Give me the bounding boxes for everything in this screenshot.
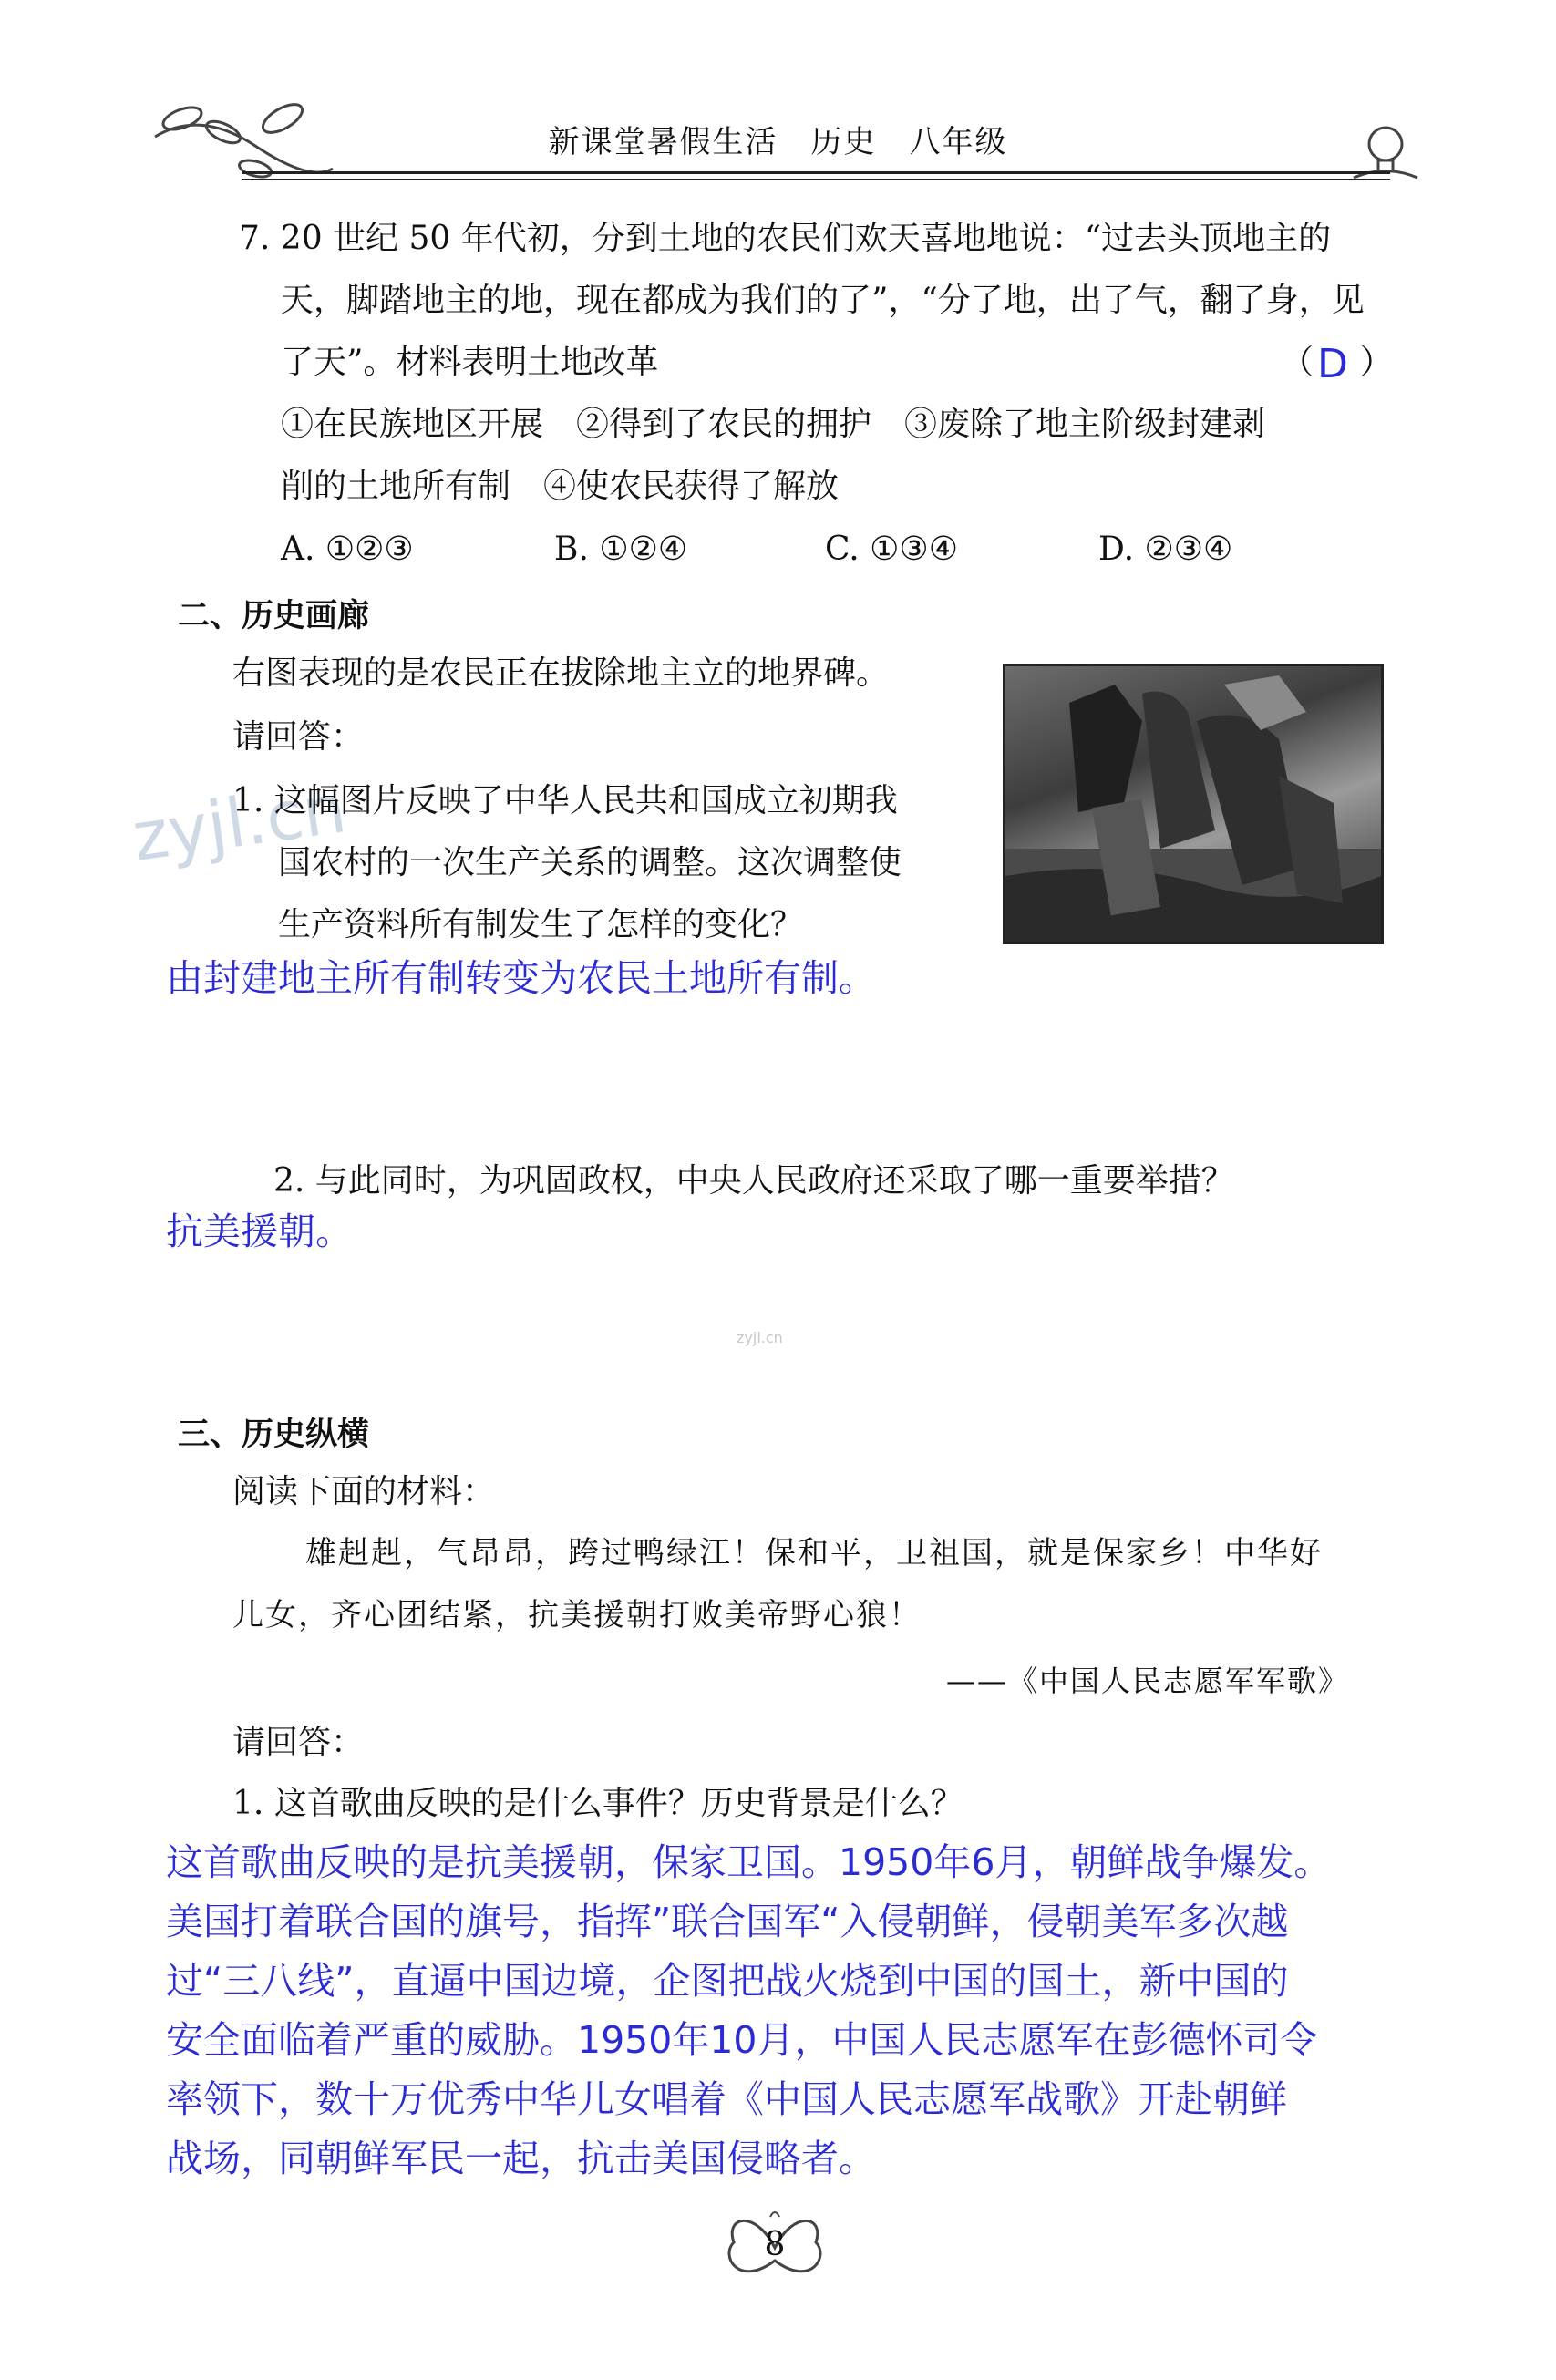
section-3-answer-line-3: 过“三八线”，直逼中国边境，企图把战火烧到中国的国土，新中国的 <box>166 1959 1289 2003</box>
q7-option-c: C. ①③④ <box>825 531 958 568</box>
section-3-title: 三、历史纵横 <box>178 1417 370 1453</box>
q7-line-5: 削的土地所有制 ④使农民获得了解放 <box>281 468 840 505</box>
section-3-q1: 1. 这首歌曲反映的是什么事件？历史背景是什么？ <box>232 1785 963 1822</box>
q7-line-2: 天，脚踏地主的地，现在都成为我们的了”，“分了地，出了气，翻了身，见 <box>281 282 1365 319</box>
header-rule <box>242 171 1390 174</box>
section-3-answer-line-6: 战场，同朝鲜军民一起，抗击美国侵略者。 <box>166 2137 876 2180</box>
watermark: zyjl.cn <box>128 769 351 877</box>
section-3-answer-line-1: 这首歌曲反映的是抗美援朝，保家卫国。1950年6月，朝鲜战争爆发。 <box>166 1840 1332 1884</box>
section-3-prompt: 请回答： <box>232 1724 365 1761</box>
poem-line-1: 雄赳赳，气昂昂，跨过鸭绿江！保和平，卫祖国，就是保家乡！中华好 <box>305 1535 1323 1571</box>
poem-line-2: 儿女，齐心团结紧，抗美援朝打败美帝野心狼！ <box>232 1597 922 1633</box>
section-2-prompt: 请回答： <box>232 718 365 756</box>
q7-answer-open: （ <box>1281 344 1314 381</box>
section-3-intro: 阅读下面的材料： <box>232 1473 496 1510</box>
poem-source: ——《中国人民志愿军军歌》 <box>946 1664 1350 1698</box>
section-2-q2: 2. 与此同时，为巩固政权，中央人民政府还采取了哪一重要举措？ <box>273 1162 1234 1200</box>
section-3-answer-line-2: 美国打着联合国的旗号，指挥”联合国军“入侵朝鲜，侵朝美军多次越 <box>166 1900 1289 1943</box>
section-2-title: 二、历史画廊 <box>178 598 370 634</box>
q7-answer: D <box>1317 341 1348 387</box>
page-number: 8 <box>764 2226 786 2263</box>
section-2-answer-2: 抗美援朝。 <box>166 1210 353 1253</box>
section-3-answer-line-4: 安全面临着严重的威胁。1950年10月，中国人民志愿军在彭德怀司令 <box>166 2018 1318 2062</box>
section-2-q1-line-3: 生产资料所有制发生了怎样的变化？ <box>278 906 804 943</box>
section-3-answer-line-5: 率领下，数十万优秀中华儿女唱着《中国人民志愿军战歌》开赴朝鲜 <box>166 2077 1287 2121</box>
header-rule-thin <box>242 179 1390 180</box>
q7-option-d: D. ②③④ <box>1098 531 1233 568</box>
q7-option-a: A. ①②③ <box>281 531 414 568</box>
land-reform-photo <box>1003 664 1384 944</box>
q7-line-3: 了天”。材料表明土地改革 <box>281 344 659 381</box>
section-2-q1-line-1: 1. 这幅图片反映了中华人民共和国成立初期我 <box>232 782 898 819</box>
section-2-answer-1: 由封建地主所有制转变为农民土地所有制。 <box>166 956 876 1000</box>
q7-line-1: 7. 20 世纪 50 年代初，分到土地的农民们欢天喜地地说：“过去头顶地主的 <box>239 220 1332 257</box>
section-2-intro: 右图表现的是农民正在拔除地主立的地界碑。 <box>232 654 890 692</box>
page-header-title: 新课堂暑假生活 历史 八年级 <box>548 124 1008 160</box>
small-watermark: zyjl.cn <box>737 1329 783 1346</box>
q7-line-4: ①在民族地区开展 ②得到了农民的拥护 ③废除了地主阶级封建剥 <box>281 406 1266 443</box>
page-number-badge <box>720 2206 830 2290</box>
section-2-q1-line-2: 国农村的一次生产关系的调整。这次调整使 <box>278 844 902 881</box>
q7-answer-close: ） <box>1360 344 1394 381</box>
q7-option-b: B. ①②④ <box>554 531 688 568</box>
